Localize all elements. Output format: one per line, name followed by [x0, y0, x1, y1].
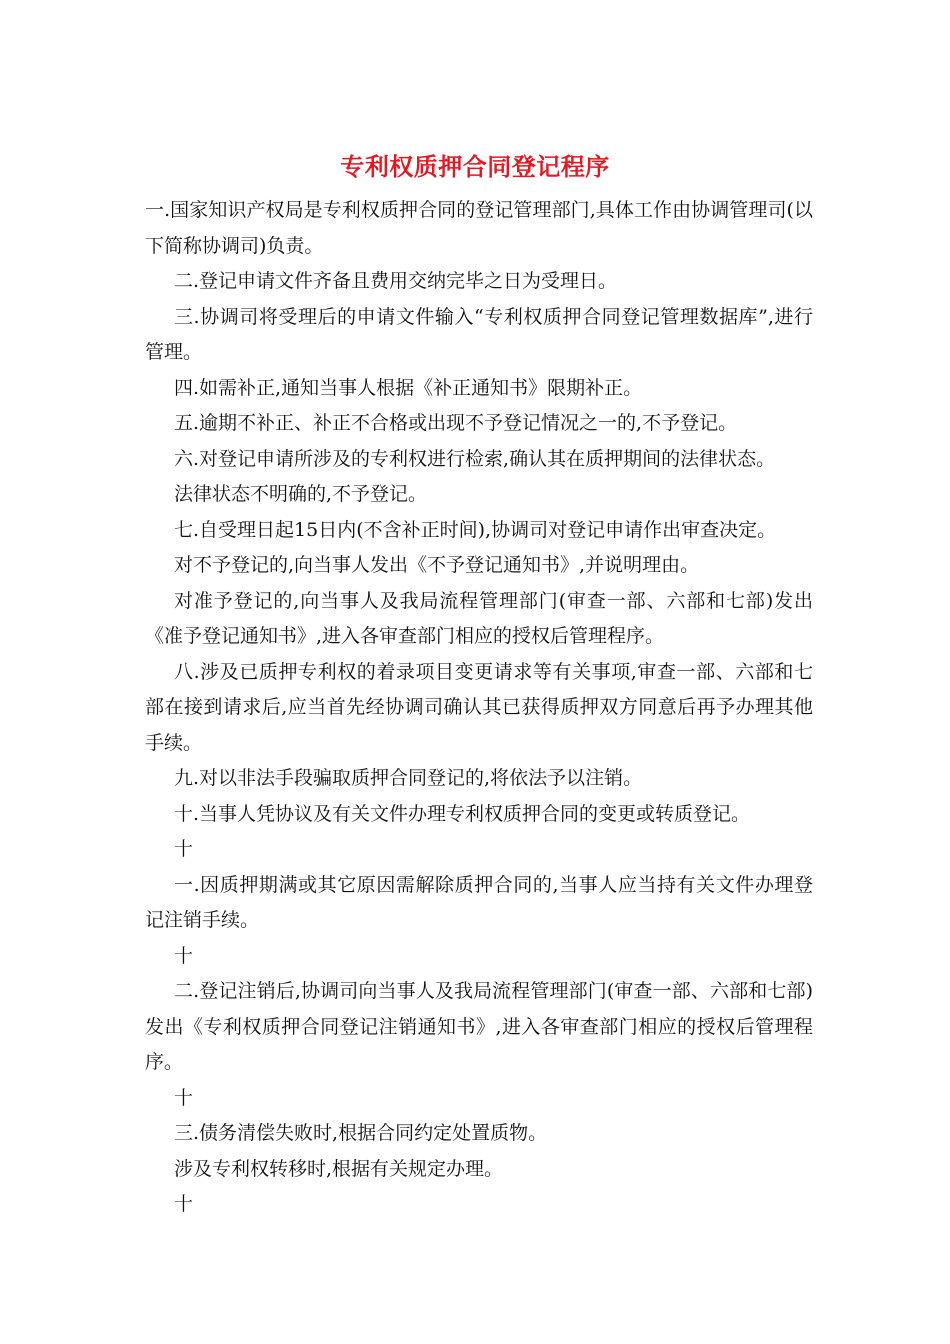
paragraph-5: 五.逾期不补正、补正不合格或出现不予登记情况之一的,不予登记。 [174, 412, 738, 434]
document-title: 专利权质押合同登记程序 [340, 152, 610, 181]
paragraph-11: 八.涉及已质押专利权的着录项目变更请求等有关事项,审查一部、六部和七部在接到请求后,应当首先经协调司确认其已获得质押双方同意后再予办理其他手续。 [145, 660, 813, 754]
document-body [145, 193, 813, 1223]
paragraph-18: 十 [174, 1086, 194, 1109]
paragraph-12: 九.对以非法手段骗取质押合同登记的,将依法予以注销。 [174, 767, 643, 789]
paragraph-2: 二.登记申请文件齐备且费用交纳完毕之日为受理日。 [174, 270, 618, 292]
paragraph-1: 一.国家知识产权局是专利权质押合同的登记管理部门,具体工作由协调管理司(以下简称协调司)负责。 [145, 199, 813, 257]
paragraph-17: 二.登记注销后,协调司向当事人及我局流程管理部门(审查一部、六部和七部)发出《专利权质押合同登记注销通知书》,进入各审查部门相应的授权后管理程序。 [145, 980, 813, 1073]
paragraph-19: 三.债务清偿失败时,根据合同约定处置质物。 [174, 1122, 548, 1144]
paragraph-10: 对准予登记的,向当事人及我局流程管理部门(审查一部、六部和七部)发出《准予登记通知书》,进入各审查部门相应的授权后管理程序。 [145, 589, 813, 647]
paragraph-3: 三.协调司将受理后的申请文件输入“专利权质押合同登记管理数据库”,进行管理。 [145, 305, 813, 363]
paragraph-20: 涉及专利权转移时,根据有关规定办理。 [174, 1157, 504, 1180]
paragraph-8: 七.自受理日起15日内(不含补正时间),协调司对登记申请作出审查决定。 [174, 518, 777, 541]
paragraph-9: 对不予登记的,向当事人发出《不予登记通知书》,并说明理由。 [174, 554, 700, 576]
paragraph-7: 法律状态不明确的,不予登记。 [174, 483, 428, 505]
paragraph-13: 十.当事人凭协议及有关文件办理专利权质押合同的变更或转质登记。 [174, 802, 751, 825]
paragraph-14: 十 [174, 838, 194, 860]
paragraph-6: 六.对登记申请所涉及的专利权进行检索,确认其在质押期间的法律状态。 [174, 447, 776, 470]
paragraph-16: 十 [174, 944, 194, 967]
paragraph-15: 一.因质押期满或其它原因需解除质押合同的,当事人应当持有关文件办理登记注销手续。 [145, 873, 813, 931]
paragraph-21: 十 [174, 1193, 194, 1215]
paragraph-4: 四.如需补正,通知当事人根据《补正通知书》限期补正。 [174, 376, 643, 399]
